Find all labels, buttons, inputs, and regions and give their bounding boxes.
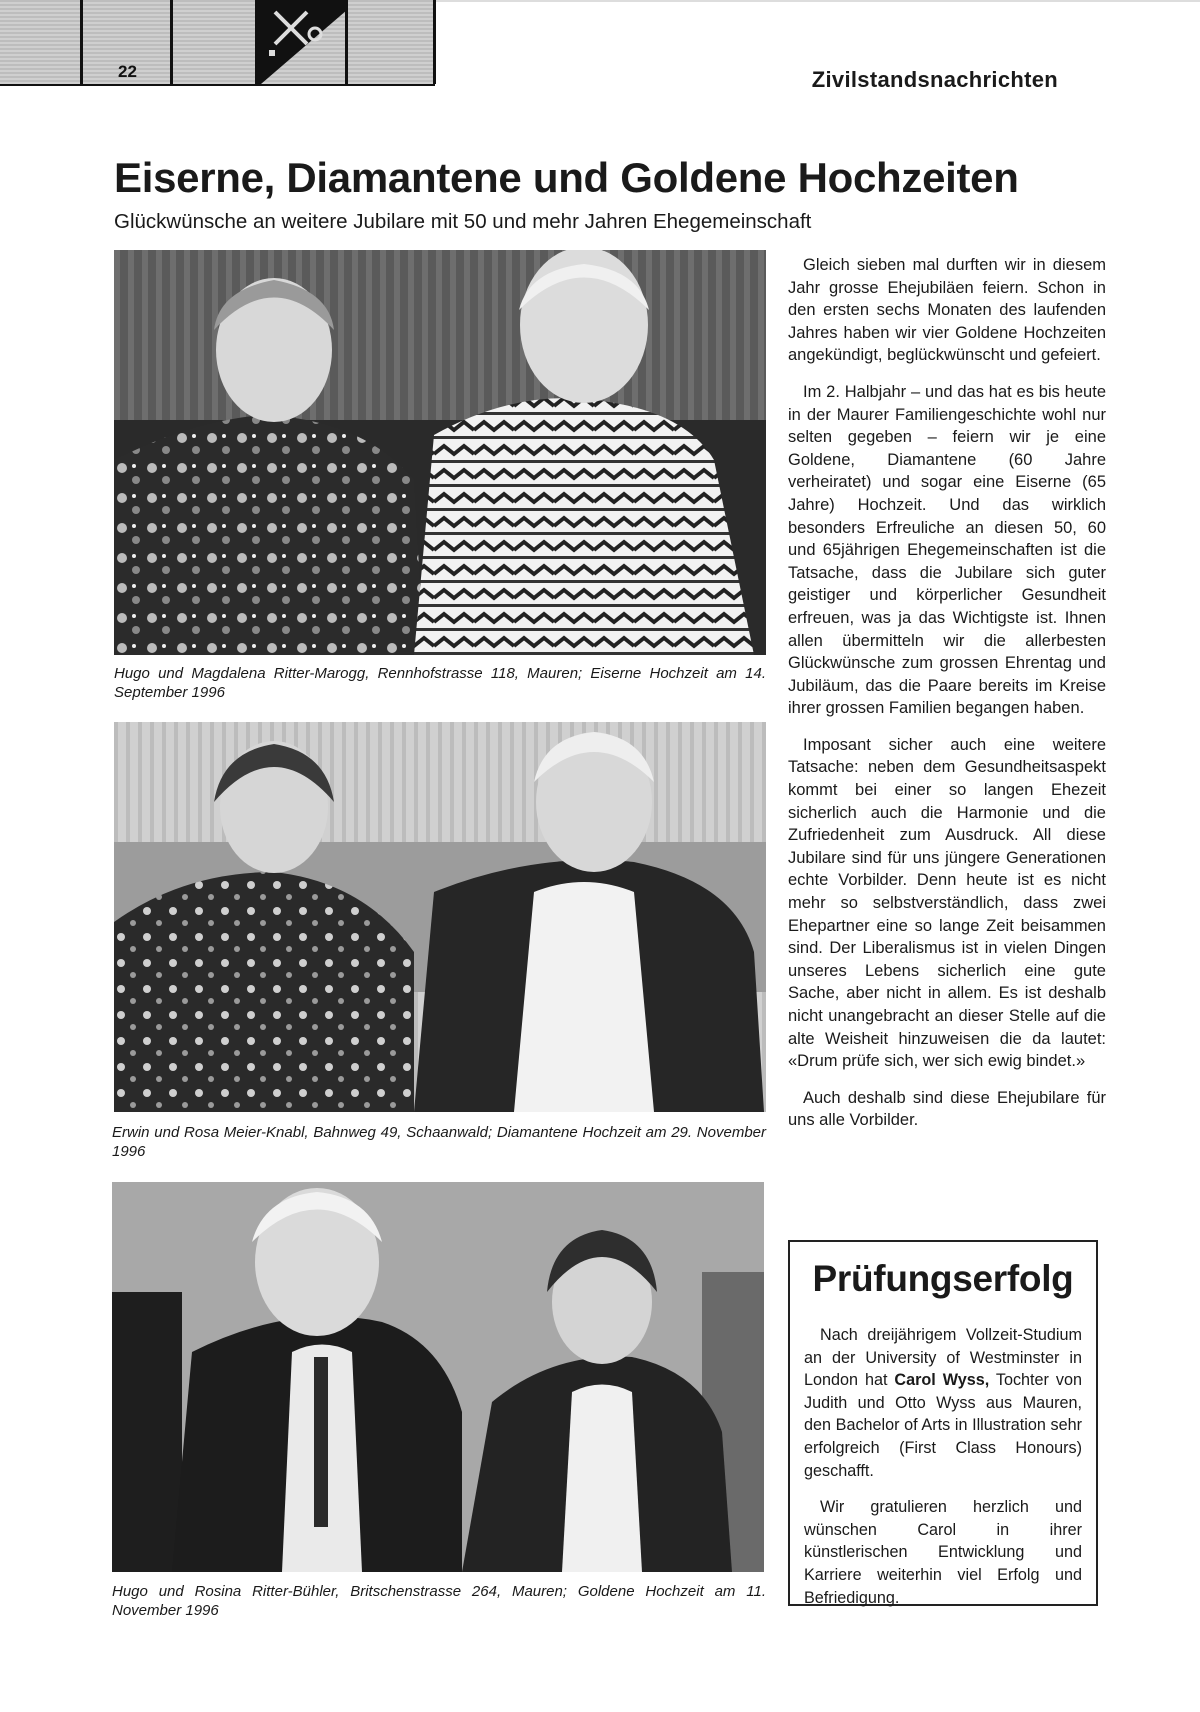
header-divider [433,0,436,84]
photo-caption-3: Hugo und Rosina Ritter-Bühler, Britschenstrasse 264, Mauren; Goldene Hochzeit am 11. November 1996 [112,1583,766,1619]
photo-caption-1: Hugo und Magdalena Ritter-Marogg, Rennhofstrasse 118, Mauren; Eiserne Hochzeit am 14. September 1996 [114,665,766,701]
article-paragraph: Im 2. Halbjahr – und das hat es bis heute in der Maurer Familiengeschichte wohl nur selten gegeben – feiern wir je eine Goldene, Diamantene (60 Jahre verheiratet) und sogar eine Eiserne (65 Jahre) Hochzeit. Und das wirklich besonders Erfreuliche an diesen 50, 60 und 65jährigen Ehegemeinschaften ist die Tatsache, dass die Jubilare sich guter geistiger und körperlicher Gesundheit erfreuen, was ja das Wichtigste ist. Ihnen allen übermitteln wir die allerbesten Glückwünsche zum grossen Ehrentag und Jubiläum, das die Paare bereits im Kreise ihrer grossen Familien begangen haben. [788,382,1106,718]
box-title: Prüfungserfolg [812,1258,1074,1299]
couple-photo-1 [114,250,766,655]
couple-photo-2 [114,722,766,1112]
municipal-crest-icon [255,0,347,84]
article-subtitle: Glückwünsche an weitere Jubilare mit 50 und mehr Jahren Ehegemeinschaft [114,210,812,233]
box-paragraph [804,1324,1082,1482]
box-text: Nach dreijährigem Vollzeit-Studium an der University of Westminster in London hat [804,1326,1082,1390]
page-number: 22 [118,62,137,81]
exam-success-box [788,1240,1098,1606]
header-divider [80,0,83,84]
photo-caption-2: Erwin und Rosa Meier-Knabl, Bahnweg 49, Schaanwald; Diamantene Hochzeit am 29. November 1996 [112,1124,766,1160]
article-paragraph: Imposant sicher auch eine weitere Tatsache: neben dem Gesundheitsaspekt kommt bei einer so langen Ehezeit sicherlich auch die Harmonie und die Zufriedenheit zum Ausdruck. All diese Jubilare sind für uns jüngere Generationen echte Vorbilder. Denn heute ist es nicht mehr so selbstverständlich, dass zwei Ehepartner eine so lange Zeit beisammen sind. Der Liberalismus ist in vielen Dingen unseres Lebens sicherlich eine gute Sache, aber nicht in allem. Es ist deshalb nicht unangebracht an dieser Stelle auf die alte Weisheit hinzuweisen die da lautet: «Drum prüfe sich, wer sich ewig bindet.» [788,735,1106,1071]
article-title: Eiserne, Diamantene und Goldene Hochzeiten [114,154,1019,201]
article-paragraph: Gleich sieben mal durften wir in diesem Jahr grosse Ehejubiläen feiern. Schon in den ersten sechs Monaten des laufenden Jahres haben wir vier Goldene Hochzeiten angekündigt, beglückwünscht und gefeiert. [788,256,1106,365]
header-strip [0,0,435,86]
couple-photo-3 [112,1182,764,1572]
section-title: Zivilstandsnachrichten [811,67,1058,92]
article-body [788,254,1106,1146]
box-paragraph: Wir gratulieren herzlich und wünschen Carol in ihrer künstlerischen Entwicklung und Karriere weiterhin viel Erfolg und Befriedigung. [804,1498,1082,1607]
person-name: Carol Wyss, [894,1371,990,1390]
box-text: Tochter von Judith und Otto Wyss aus Mauren, den Bachelor of Arts in Illustration sehr erfolgreich (First Class Honours) geschafft. [804,1371,1082,1480]
header-divider [170,0,173,84]
article-paragraph: Auch deshalb sind diese Ehejubilare für uns alle Vorbilder. [788,1088,1106,1130]
